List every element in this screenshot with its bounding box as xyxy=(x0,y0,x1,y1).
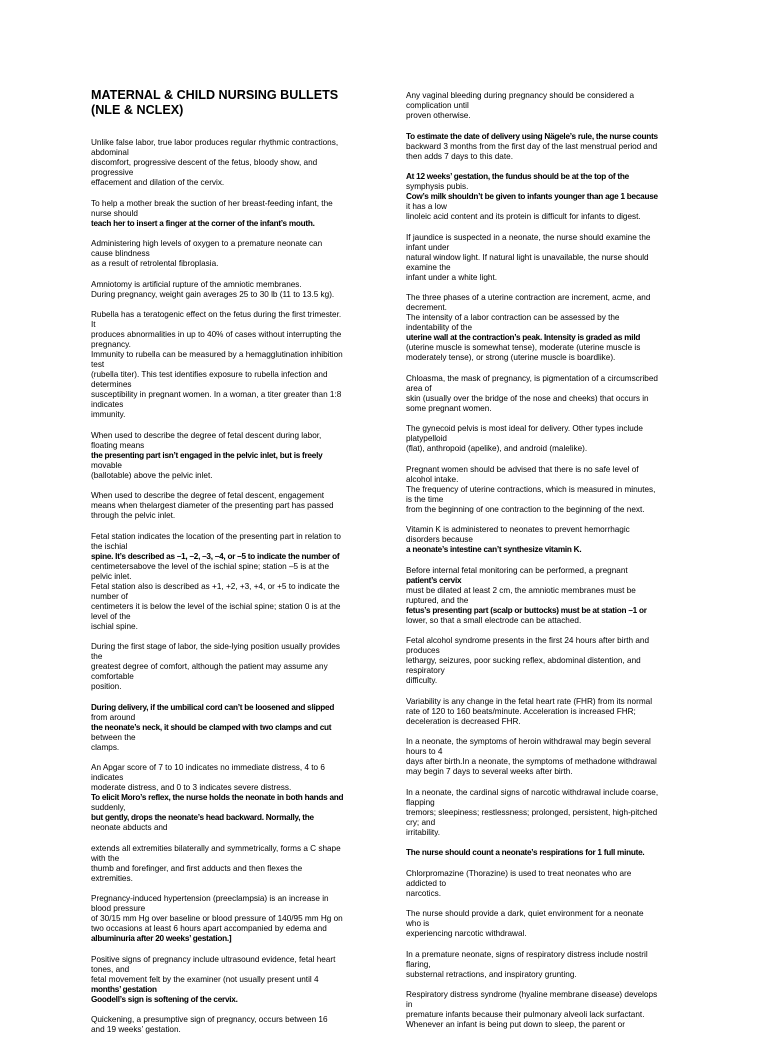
text-line: position. xyxy=(91,682,122,691)
text-line: the xyxy=(91,652,103,661)
paragraph xyxy=(406,465,676,515)
text-line: clamps. xyxy=(91,742,120,752)
text-line: difficulty. xyxy=(406,676,438,685)
paragraph xyxy=(406,636,676,686)
text-line: An Apgar score of 7 to 10 indicates no immediate distress, 4 to 6 xyxy=(91,763,325,772)
text-line: Immunity to rubella can be measured by a hemagglutination inhibition xyxy=(91,350,343,359)
text-line: the presenting part isn’t engaged in the pelvic inlet, but is freely xyxy=(91,450,323,460)
text-line: If jaundice is suspected in a neonate, the nurse should examine the xyxy=(406,232,651,242)
left-column xyxy=(91,88,361,1046)
text-line: flaring, xyxy=(406,959,431,969)
text-line: but gently, drops the neonate’s head backward. Normally, the xyxy=(91,813,314,822)
paragraph xyxy=(91,642,361,692)
text-line: (rubella titer). This test identifies exposure to rubella infection and xyxy=(91,370,328,379)
text-line: rate of 120 to 160 beats/minute. Acceleration is increased FHR; xyxy=(406,706,636,716)
text-line: of 30/15 mm Hg over baseline or blood pressure of 140/95 mm Hg on xyxy=(91,914,343,923)
right-paragraphs xyxy=(406,91,676,1030)
text-line: then adds 7 days to this date. xyxy=(406,151,513,161)
text-line: In a neonate, the symptoms of heroin withdrawal may begin several xyxy=(406,737,651,746)
paragraph xyxy=(406,172,676,222)
text-line: experiencing narcotic withdrawal. xyxy=(406,929,527,938)
text-line: platypelloid xyxy=(406,434,447,443)
text-line: narcotics. xyxy=(406,888,442,898)
text-line: indicates xyxy=(91,400,124,409)
text-line: days after birth.In a neonate, the symptoms of methadone withdrawal xyxy=(406,757,657,766)
text-line: susceptibility in pregnant women. In a woman, a titer greater than 1:8 xyxy=(91,390,342,399)
text-line: addicted to xyxy=(406,878,447,888)
text-line: complication until xyxy=(406,101,469,110)
text-line: fetal movement felt by the examiner (not usually present until 4 xyxy=(91,974,319,984)
text-line: lethargy, seizures, poor sucking reflex, abdominal distention, and xyxy=(406,656,641,665)
paragraph xyxy=(406,950,676,980)
text-line: The nurse should count a neonate’s respirations for 1 full minute. xyxy=(406,848,645,857)
text-line: may begin 7 days to several weeks after birth. xyxy=(406,767,573,776)
text-line: ischial spine. xyxy=(91,621,138,631)
text-line: cry; and xyxy=(406,817,436,827)
text-line: examine the xyxy=(406,262,451,272)
paragraph xyxy=(91,280,361,300)
text-line: tremors; sleepiness; restlessness; prolonged, persistent, high-pitched xyxy=(406,807,658,817)
text-line: backward 3 months from the first day of the last menstrual period and xyxy=(406,141,658,151)
text-line: pelvic inlet. xyxy=(91,571,132,581)
text-line: months’ gestation xyxy=(91,984,157,994)
right-column xyxy=(406,91,676,1041)
text-line: irritability. xyxy=(406,827,440,837)
text-line: hours to 4 xyxy=(406,747,443,756)
text-line: comfortable xyxy=(91,672,134,681)
left-paragraphs xyxy=(91,138,361,1035)
text-line: extends all extremities bilaterally and symmetrically, forms a C shape xyxy=(91,843,341,853)
text-line: lower, so that a small electrode can be attached. xyxy=(406,615,582,625)
paragraph xyxy=(406,737,676,777)
text-line: To help a mother break the suction of her breast-feeding infant, the xyxy=(91,198,333,208)
text-line: abdominal xyxy=(91,148,129,157)
text-line: Quickening, a presumptive sign of pregnancy, occurs between 16 xyxy=(91,1015,328,1024)
text-line: Unlike false labor, true labor produces regular rhythmic contractions, xyxy=(91,138,339,147)
text-line: greatest degree of comfort, although the patient may assume any xyxy=(91,662,328,671)
text-line: proven otherwise. xyxy=(406,111,471,120)
text-line: It xyxy=(91,320,96,329)
text-line: The nurse should provide a dark, quiet environment for a neonate xyxy=(406,909,644,918)
text-line: Cow’s milk shouldn’t be given to infants younger than age 1 because xyxy=(406,192,658,201)
text-line: level of the xyxy=(91,611,131,621)
text-line: Respiratory distress syndrome (hyaline membrane disease) develops xyxy=(406,990,658,999)
text-line: cause blindness xyxy=(91,249,150,258)
paragraph xyxy=(406,990,676,1030)
text-line: deceleration is decreased FHR. xyxy=(406,716,521,726)
text-line: Positive signs of pregnancy include ultrasound evidence, fetal heart xyxy=(91,954,336,964)
text-line: During delivery, if the umbilical cord can’t be loosened and slipped xyxy=(91,702,335,712)
text-line: means when thelargest diameter of the presenting part has passed xyxy=(91,501,334,510)
paragraph xyxy=(406,848,676,858)
paragraph xyxy=(91,763,361,833)
text-line: symphysis pubis. xyxy=(406,182,469,191)
text-line: floating means xyxy=(91,440,145,450)
paragraph xyxy=(406,293,676,363)
paragraph xyxy=(91,703,361,753)
text-line: uterine wall at the contraction’s peak. Intensity is graded as mild xyxy=(406,333,641,342)
text-line: Rubella has a teratogenic effect on the fetus during the first trimester. xyxy=(91,310,342,319)
text-line: tones, and xyxy=(91,964,130,974)
text-line: produces abnormalities in up to 40% of cases without interrupting the xyxy=(91,330,342,339)
text-line: During the first stage of labor, the side-lying position usually provides xyxy=(91,642,340,651)
document-title xyxy=(91,88,361,118)
text-line: In a neonate, the cardinal signs of narcotic withdrawal include coarse, xyxy=(406,787,659,797)
text-line: Variability is any change in the fetal heart rate (FHR) from its normal xyxy=(406,696,653,706)
text-line: it has a low xyxy=(406,202,447,211)
paragraph xyxy=(91,431,361,481)
paragraph xyxy=(406,697,676,727)
text-line: immunity. xyxy=(91,410,126,419)
text-line: thumb and forefinger, and first adducts and then flexes the xyxy=(91,863,303,873)
paragraph xyxy=(406,233,676,283)
text-line: two occasions at least 6 hours apart accompanied by edema and xyxy=(91,924,327,933)
paragraph xyxy=(91,199,361,229)
text-line: In a premature neonate, signs of respiratory distress include nostril xyxy=(406,949,648,959)
text-line: linoleic acid content and its protein is difficult for infants to digest. xyxy=(406,212,641,221)
text-line: Administering high levels of oxygen to a premature neonate can xyxy=(91,239,323,248)
text-line: When used to describe the degree of fetal descent during labor, xyxy=(91,430,322,440)
text-line: Whenever an infant is being put down to sleep, the parent or xyxy=(406,1020,625,1029)
paragraph xyxy=(406,788,676,838)
text-line: teach her to insert a finger at the corner of the infant’s mouth. xyxy=(91,218,315,228)
text-line: Pregnancy-induced hypertension (preeclampsia) is an increase in xyxy=(91,894,329,903)
text-line: Amniotomy is artificial rupture of the amniotic membranes. xyxy=(91,279,302,289)
text-line: extremities. xyxy=(91,873,133,883)
text-line: with the xyxy=(91,853,120,863)
text-line: (flat), anthropoid (apelike), and android (malelike). xyxy=(406,444,588,453)
text-line: Chloasma, the mask of pregnancy, is pigmentation of a circumscribed xyxy=(406,373,658,383)
text-line: flapping xyxy=(406,797,435,807)
text-line: To estimate the date of delivery using Nägele’s rule, the nurse counts xyxy=(406,131,658,141)
text-line: spine. It’s described as –1, –2, –3, –4, or –5 to indicate the number of xyxy=(91,551,340,561)
text-line: determines xyxy=(91,380,132,389)
text-line: To elicit Moro’s reflex, the nurse holds the neonate in both hands and xyxy=(91,793,344,802)
paragraph xyxy=(406,525,676,555)
text-line: is the time xyxy=(406,494,444,504)
text-line: Before internal fetal monitoring can be performed, a pregnant xyxy=(406,565,628,575)
text-line: some pregnant women. xyxy=(406,403,492,413)
text-line: disorders because xyxy=(406,535,473,544)
text-line: through the pelvic inlet. xyxy=(91,511,176,520)
text-line: from the beginning of one contraction to the beginning of the next. xyxy=(406,504,645,514)
paragraph xyxy=(406,132,676,162)
text-line: premature infants because their pulmonary alveoli lack surfactant. xyxy=(406,1010,645,1019)
text-line: skin (usually over the bridge of the nose and cheeks) that occurs in xyxy=(406,393,649,403)
text-line: infant under a white light. xyxy=(406,272,498,282)
paragraph xyxy=(91,532,361,632)
paragraph xyxy=(91,239,361,269)
text-line: must be dilated at least 2 cm, the amniotic membranes must be xyxy=(406,585,636,595)
text-line: a neonate’s intestine can’t synthesize vitamin K. xyxy=(406,545,582,554)
text-line: indicates xyxy=(91,773,124,782)
text-line: (uterine muscle is somewhat tense), moderate (uterine muscle is xyxy=(406,343,641,352)
paragraph xyxy=(406,909,676,939)
text-line: discomfort, progressive descent of the fetus, bloody show, and xyxy=(91,158,318,167)
text-line: centimeters it is below the level of the ischial spine; station 0 is at the xyxy=(91,601,341,611)
text-line: effacement and dilation of the cervix. xyxy=(91,178,225,187)
paragraph xyxy=(91,491,361,521)
text-line: who is xyxy=(406,919,430,928)
text-line: ruptured, and the xyxy=(406,595,469,605)
text-line: Vitamin K is administered to neonates to prevent hemorrhagic xyxy=(406,525,630,534)
text-line: suddenly, xyxy=(91,803,126,812)
text-line: albuminuria after 20 weeks’ gestation.] xyxy=(91,934,232,943)
text-line: respiratory xyxy=(406,666,445,675)
text-line: Pregnant women should be advised that there is no safe level of xyxy=(406,464,639,474)
text-line: patient’s cervix xyxy=(406,575,462,585)
paragraph xyxy=(406,869,676,899)
paragraph xyxy=(91,138,361,188)
text-line: When used to describe the degree of fetal descent, engagement xyxy=(91,491,325,500)
text-line: and 19 weeks’ gestation. xyxy=(91,1025,181,1034)
paragraph xyxy=(406,374,676,414)
text-line: test xyxy=(91,360,105,369)
paragraph xyxy=(406,91,676,121)
paragraph xyxy=(91,310,361,420)
text-line: substernal retractions, and inspiratory grunting. xyxy=(406,969,577,979)
text-line: nurse should xyxy=(91,208,138,218)
text-line: Fetal alcohol syndrome presents in the first 24 hours after birth and xyxy=(406,636,650,645)
text-line: The intensity of a labor contraction can be assessed by the xyxy=(406,313,620,322)
text-line: Goodell’s sign is softening of the cervix. xyxy=(91,994,238,1004)
text-line: the neonate’s neck, it should be clamped with two clamps and cut xyxy=(91,722,332,732)
paragraph xyxy=(406,566,676,626)
paragraph xyxy=(91,844,361,884)
text-line: as a result of retrolental fibroplasia. xyxy=(91,259,219,268)
text-line: between the xyxy=(91,732,136,742)
paragraph xyxy=(91,894,361,944)
text-line: moderate distress, and 0 to 3 indicates severe distress. xyxy=(91,783,292,792)
text-line: Any vaginal bleeding during pregnancy should be considered a xyxy=(406,91,635,100)
text-line: Chlorpromazine (Thorazine) is used to treat neonates who are xyxy=(406,868,632,878)
text-line: fetus’s presenting part (scalp or buttocks) must be at station –1 or xyxy=(406,605,647,615)
title-line: MATERNAL & CHILD NURSING BULLETS xyxy=(91,88,339,102)
text-line: During pregnancy, weight gain averages 25 to 30 lb (11 to 13.5 kg). xyxy=(91,289,335,299)
text-line: the ischial xyxy=(91,541,128,551)
text-line: moderately tense), or strong (uterine muscle is boardlike). xyxy=(406,353,616,362)
text-line: natural window light. If natural light is unavailable, the nurse should xyxy=(406,252,649,262)
text-line: At 12 weeks’ gestation, the fundus should be at the top of the xyxy=(406,172,629,181)
text-line: pregnancy. xyxy=(91,340,131,349)
text-line: blood pressure xyxy=(91,904,146,913)
text-line: infant under xyxy=(406,242,450,252)
paragraph xyxy=(91,955,361,1005)
text-line: movable xyxy=(91,460,122,470)
text-line: (ballotable) above the pelvic inlet. xyxy=(91,470,213,480)
text-line: neonate abducts and xyxy=(91,823,168,832)
text-line: The gynecoid pelvis is most ideal for delivery. Other types include xyxy=(406,424,643,433)
title-line: (NLE & NCLEX) xyxy=(91,103,184,117)
text-line: progressive xyxy=(91,168,134,177)
text-line: The three phases of a uterine contraction are increment, acme, and xyxy=(406,293,651,302)
text-line: centimetersabove the level of the ischial spine; station –5 is at the xyxy=(91,561,330,571)
text-line: area of xyxy=(406,383,432,393)
text-line: produces xyxy=(406,646,440,655)
text-line: number of xyxy=(91,591,128,601)
text-line: Fetal station also is described as +1, +2, +3, +4, or +5 to indicate the xyxy=(91,581,340,591)
text-line: decrement. xyxy=(406,303,447,312)
text-line: The frequency of uterine contractions, which is measured in minutes, xyxy=(406,484,656,494)
text-line: alcohol intake. xyxy=(406,474,459,484)
text-line: in xyxy=(406,1000,413,1009)
paragraph xyxy=(406,424,676,454)
text-line: from around xyxy=(91,712,136,722)
text-line: indentability of the xyxy=(406,323,472,332)
paragraph xyxy=(91,1015,361,1035)
text-line: Fetal station indicates the location of the presenting part in relation to xyxy=(91,531,341,541)
